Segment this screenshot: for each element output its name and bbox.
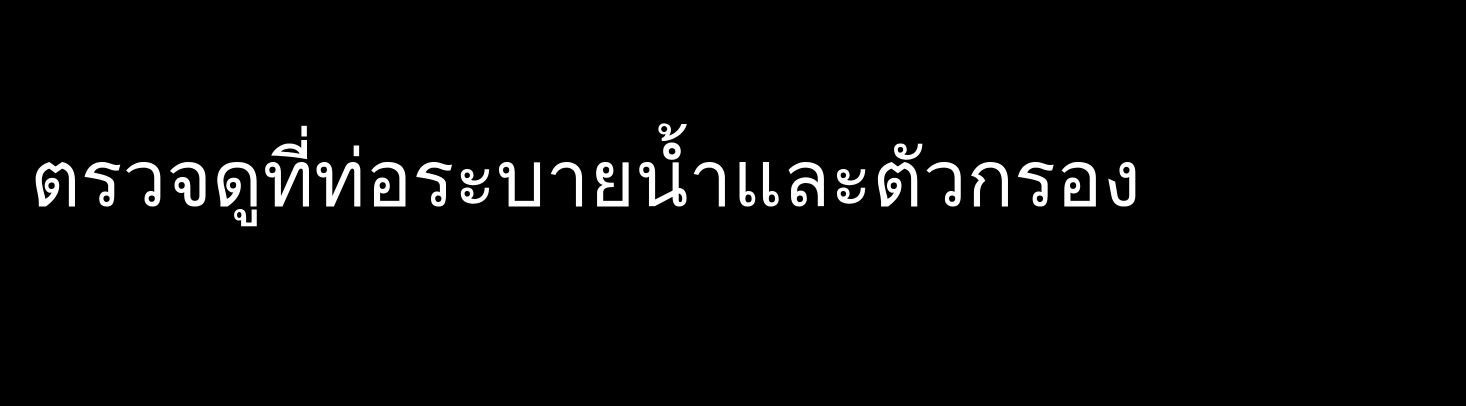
caption-text: ตรวจดูที่ท่อระบายน้ำและตัวกรอง xyxy=(30,135,1141,225)
